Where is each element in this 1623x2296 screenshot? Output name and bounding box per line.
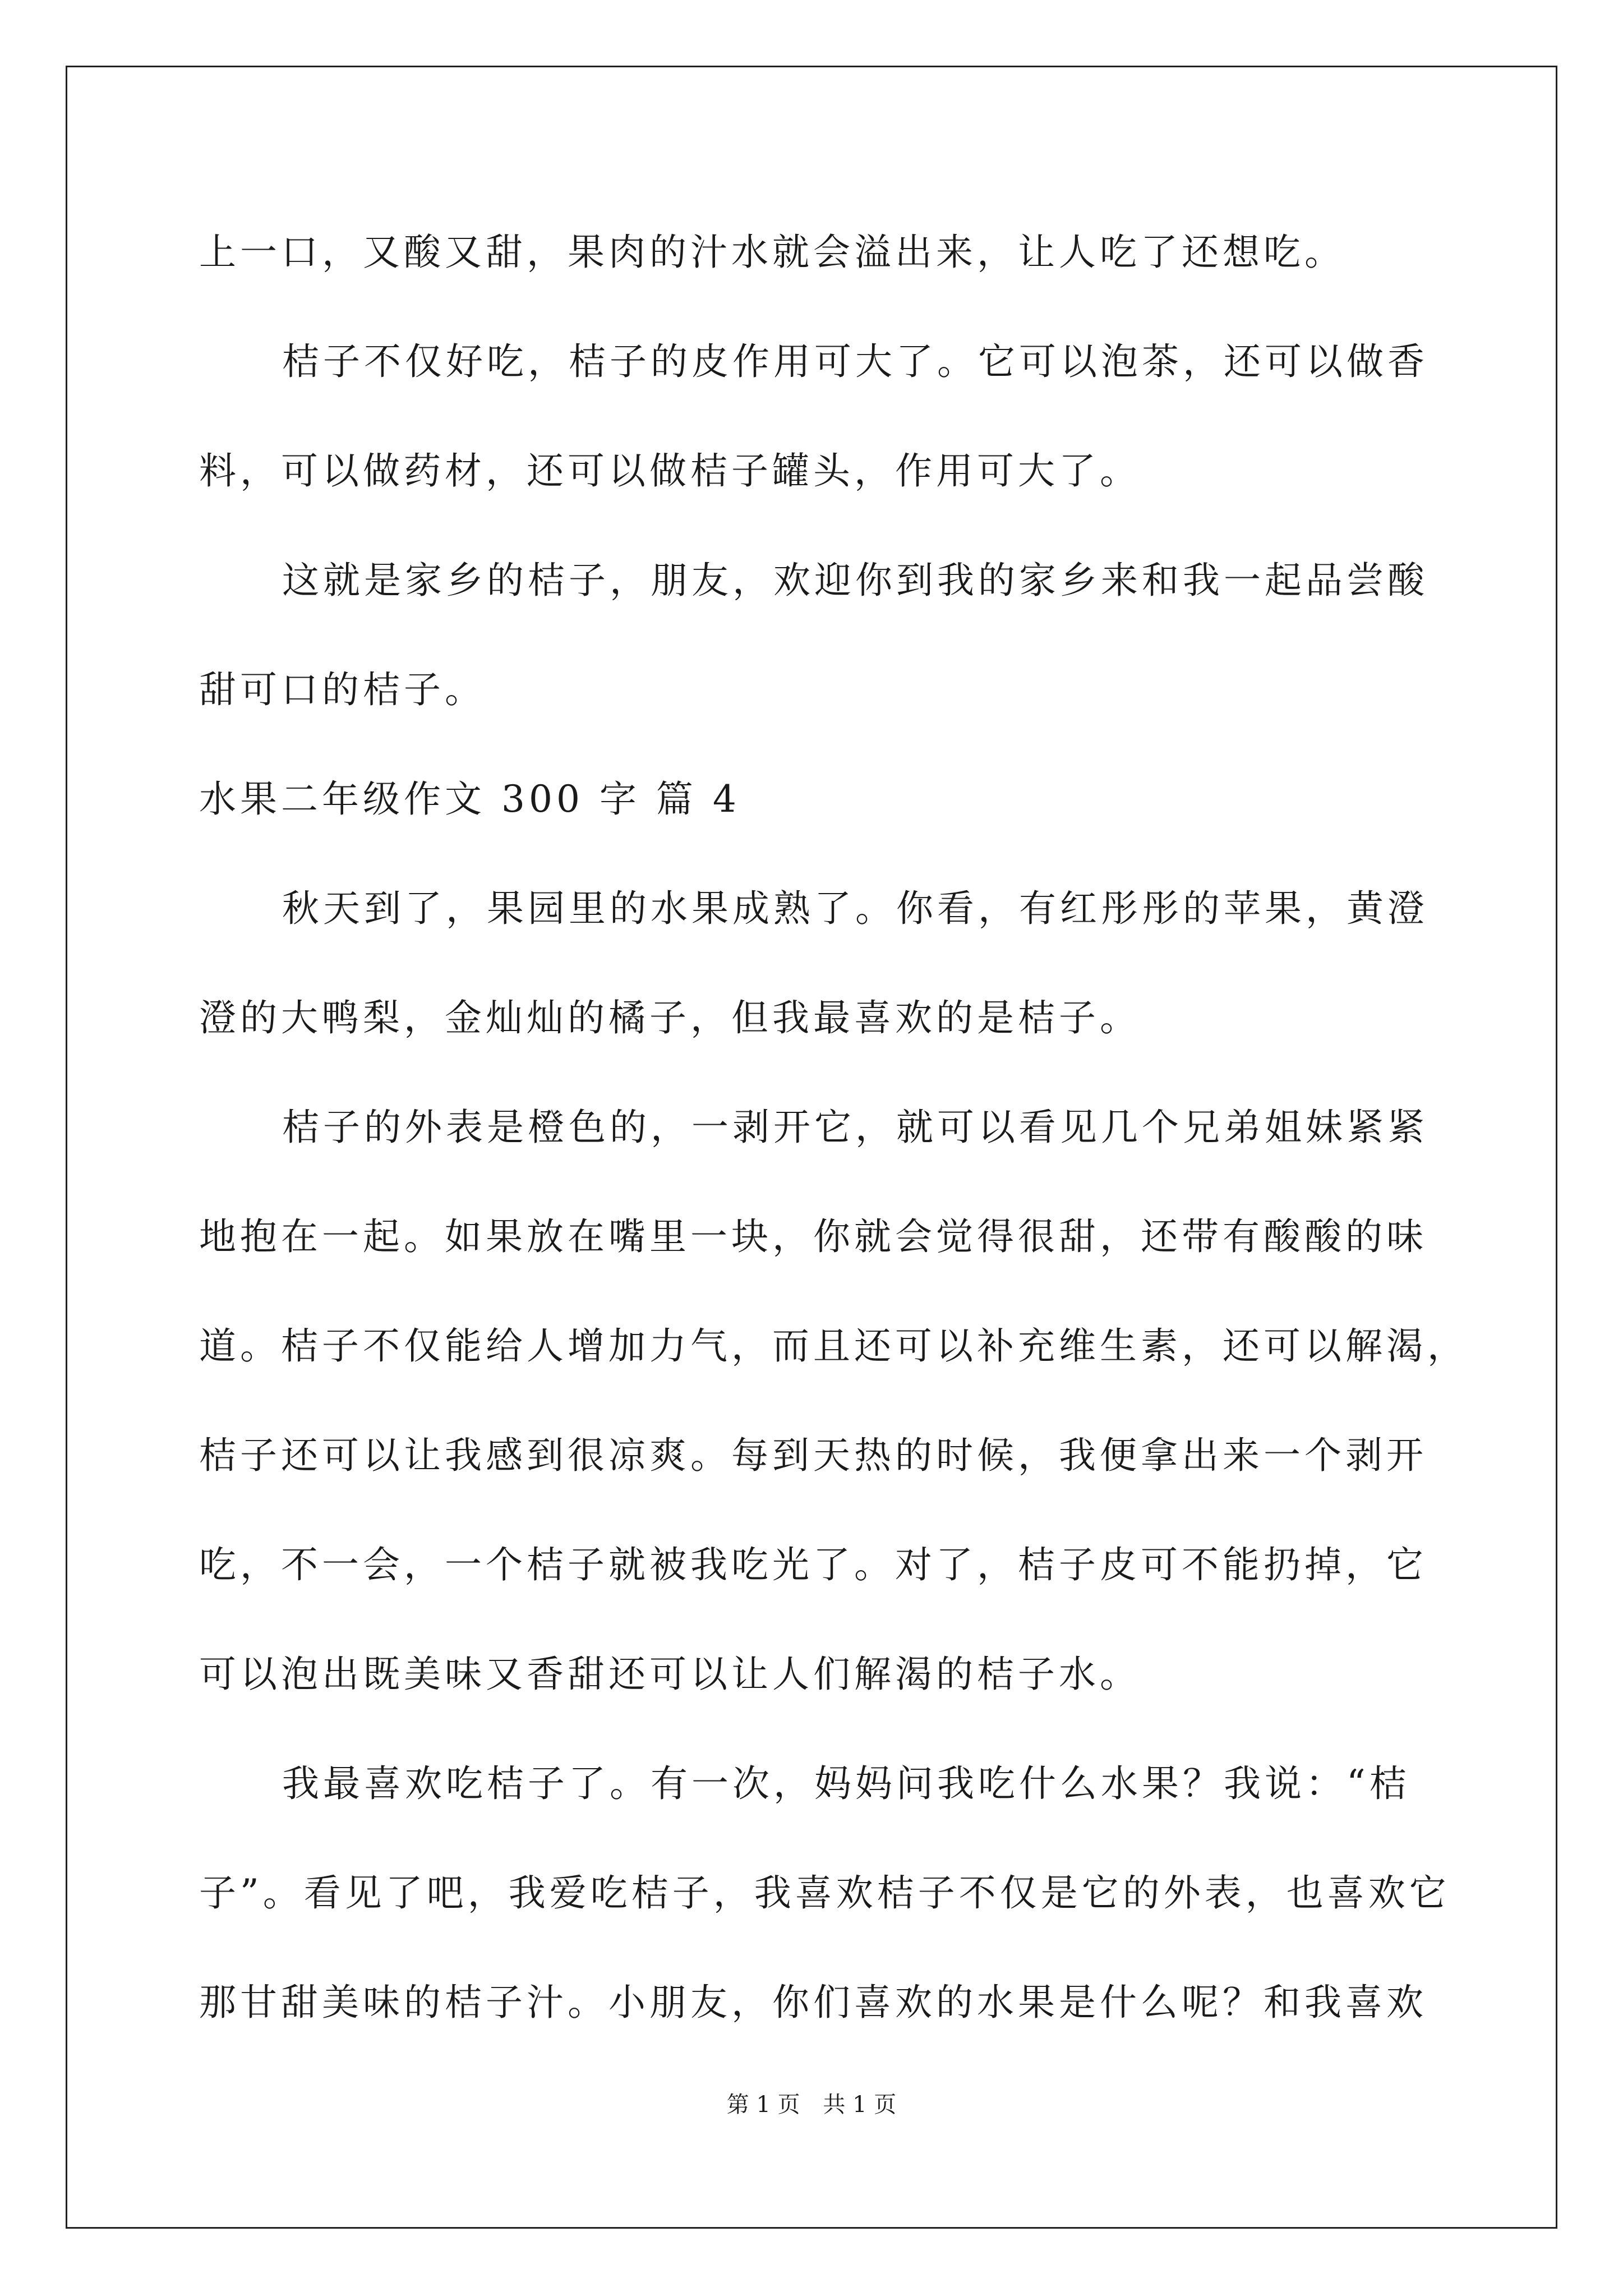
paragraph-start-line: 秋天到了，果园里的水果成熟了。你看，有红彤彤的苹果，黄澄	[282, 887, 1428, 930]
text-line-8: 澄的大鸭梨，金灿灿的橘子，但我最喜欢的是桔子。	[199, 996, 1141, 1039]
text-line-13: 吃，不一会，一个桔子就被我吃光了。对了，桔子皮可不能扔掉，它	[199, 1543, 1427, 1586]
text-line-10: 地抱在一起。如果放在嘴里一块，你就会觉得很甜，还带有酸酸的味	[199, 1215, 1427, 1258]
text-line-1: 上一口，又酸又甜，果肉的汁水就会溢出来，让人吃了还想吃。	[199, 231, 1345, 274]
paragraph-start-line: 桔子的外表是橙色的，一剥开它，就可以看见几个兄弟姐妹紧紧	[282, 1106, 1428, 1149]
text-line-17: 那甘甜美味的桔子汁。小朋友，你们喜欢的水果是什么呢？和我喜欢	[199, 1981, 1427, 2024]
section-heading: 水果二年级作文 300 字 篇 4	[199, 777, 740, 821]
text-line-11: 道。桔子不仅能给人增加力气，而且还可以补充维生素，还可以解渴，	[199, 1324, 1468, 1368]
text-line-12: 桔子还可以让我感到很凉爽。每到天热的时候，我便拿出来一个剥开	[199, 1434, 1427, 1477]
page-total: 共 1 页	[823, 2092, 897, 2118]
text-line-3: 料，可以做药材，还可以做桔子罐头，作用可大了。	[199, 449, 1141, 493]
page-number: 第 1 页	[726, 2092, 800, 2118]
text-line-5: 甜可口的桔子。	[199, 668, 486, 711]
paragraph-start-line: 桔子不仅好吃，桔子的皮作用可大了。它可以泡茶，还可以做香	[282, 340, 1428, 383]
document-body	[199, 219, 1468, 2078]
paragraph-start-line: 我最喜欢吃桔子了。有一次，妈妈问我吃什么水果？我说：“桔	[282, 1762, 1410, 1805]
text-line-14: 可以泡出既美味又香甜还可以让人们解渴的桔子水。	[199, 1653, 1141, 1696]
page-footer	[0, 2087, 1623, 2119]
paragraph-start-line: 这就是家乡的桔子，朋友，欢迎你到我的家乡来和我一起品尝酸	[282, 559, 1428, 602]
text-line-16: 子”。看见了吧，我爱吃桔子，我喜欢桔子不仅是它的外表，也喜欢它	[199, 1871, 1450, 1915]
